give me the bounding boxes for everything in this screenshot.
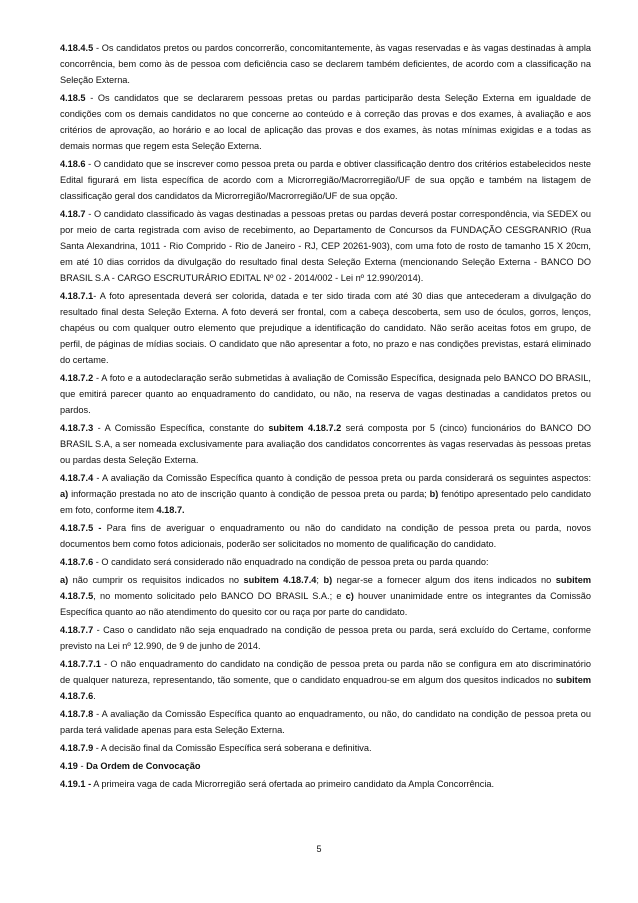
subitem-reference: subitem 4.18.7.6 (60, 675, 591, 701)
paragraph-4-19-1 (60, 776, 591, 792)
subitem-reference: subitem 4.18.7.4 (243, 575, 317, 585)
paragraph-text: - O candidato será considerado não enquadrado na condição de pessoa preta ou parda quando: (93, 557, 489, 567)
paragraph-4-18-7-3 (60, 420, 591, 468)
paragraph-4-18-7-4 (60, 470, 591, 518)
paragraph-text: ; (316, 575, 324, 585)
section-number: 4.18.7 (60, 209, 86, 219)
section-number: 4.18.7.6 (60, 557, 94, 567)
paragraph-text: negar-se a fornecer algum dos itens indicados no (332, 575, 556, 585)
paragraph-4-18-6 (60, 156, 591, 204)
paragraph-text: - (77, 761, 87, 771)
paragraph-conditions-list (60, 572, 591, 620)
paragraph-text: A primeira vaga de cada Microrregião será ofertada ao primeiro candidato da Ampla Concorrência. (91, 779, 495, 789)
item-letter-b: b) (323, 575, 333, 585)
paragraph-text: - A decisão final da Comissão Específica será soberana e definitiva. (93, 743, 372, 753)
paragraph-4-18-7-8 (60, 706, 591, 738)
subitem-reference: subitem 4.18.7.5 (60, 575, 591, 601)
paragraph-text: - A avaliação da Comissão Específica quanto ao enquadramento, ou não, do candidato na condição de pessoa preta ou parda terá validade apenas para esta Seleção Externa. (60, 709, 591, 735)
item-letter-c: c) (345, 591, 354, 601)
item-letter-b: b) (429, 489, 439, 499)
section-number: 4.18.7.5 - (60, 523, 102, 533)
paragraph-4-18-7-7 (60, 622, 591, 654)
paragraph-4-18-7 (60, 206, 591, 286)
paragraph-text: não cumprir os requisitos indicados no (68, 575, 244, 585)
section-number: 4.18.7.9 (60, 743, 94, 753)
paragraph-text: - O não enquadramento do candidato na condição de pessoa preta ou parda não se configura em ato discriminatório de qualquer natureza, representando, tão somente, que o candidato enquadrou-se em algum dos quesitos indicados no (60, 659, 591, 685)
section-number: 4.19 (60, 761, 78, 771)
page-number: 5 (316, 844, 322, 854)
section-number: 4.18.7.7 (60, 625, 94, 635)
paragraph-4-18-7-5 (60, 520, 591, 552)
paragraph-4-18-7-9 (60, 740, 591, 756)
section-heading-4-19 (60, 758, 591, 774)
paragraph-text: - O candidato que se inscrever como pessoa preta ou parda e obtiver classificação dentro dos critérios estabelecidos neste Edital figurará em lista específica de acordo com a Microrregião/Macrorregião/UF de sua opção e também na listagem de classificação geral dos candidatos da Microrregião/Macrorregião/UF de sua opção. (60, 159, 591, 201)
paragraph-4-18-7-6 (60, 554, 591, 570)
section-number: 4.19.1 - (60, 779, 92, 789)
item-letter-a: a) (60, 575, 69, 585)
paragraph-text: será composta por 5 (cinco) funcionários do BANCO DO BRASIL S.A, a ser nomeada exclusivamente para avaliação dos candidatos concorrentes às vagas reservadas às pessoas pretas ou pardas desta Seleção Externa. (60, 423, 591, 465)
section-number: 4.18.6 (60, 159, 86, 169)
section-number: 4.18.7.1 (60, 291, 94, 301)
item-letter-a: a) (60, 489, 69, 499)
paragraph-text: houver unanimidade entre os integrantes da Comissão Específica quanto ao não atendimento do quesito cor ou raça por parte do candidato. (60, 591, 591, 617)
paragraph-4-18-7-1 (60, 288, 591, 368)
paragraph-text: - A Comissão Específica, constante do (93, 423, 269, 433)
section-number: 4.18.5 (60, 93, 86, 103)
section-number: 4.18.7.4 (60, 473, 94, 483)
paragraph-text: Para fins de averiguar o enquadramento ou não do candidato na condição de pessoa preta ou parda, novos documentos bem como fotos adicionais, poderão ser solicitados no momento de qualificação do candidato. (60, 523, 591, 549)
paragraph-text: informação prestada no ato de inscrição quanto à condição de pessoa preta ou parda; (68, 489, 430, 499)
document-body (60, 40, 591, 794)
paragraph-4-18-7-7-1 (60, 656, 591, 704)
paragraph-text: - A avaliação da Comissão Específica quanto à condição de pessoa preta ou parda considerará os seguintes aspectos: (93, 473, 591, 483)
paragraph-text: - Os candidatos que se declararem pessoas pretas ou pardas participarão desta Seleção Externa em igualdade de condições com os demais candidatos no que concerne ao conteúdo e à correção das provas e dos exames, à avaliação e aos critérios de aprovação, ao horário e ao local de aplicação das provas e dos exames, às notas mínimas exigidas e a todas as demais normas que regem esta Seleção Externa. (60, 93, 591, 151)
section-number: 4.18.7.7.1 (60, 659, 101, 669)
paragraph-text: - O candidato classificado às vagas destinadas a pessoas pretas ou pardas deverá postar correspondência, via SEDEX ou por meio de carta registrada com aviso de recebimento, ao Departamento de Concursos da FUNDAÇÃO CESGRANRIO (Rua Santa Alexandrina, 1011 - Rio Comprido - Rio de Janeiro - RJ, CEP 20261-903), com uma foto de rosto de tamanho 15 X 20cm, em até 10 dias corridos da divulgação do resultado final desta Seleção Externa (mencionando Seleção Externa - BANCO DO BRASIL S.A - CARGO ESCRUTURÁRIO EDITAL Nº 02 - 2014/002 - Lei nº 12.990/2014). (60, 209, 591, 283)
paragraph-text: - A foto apresentada deverá ser colorida, datada e ter sido tirada com até 30 dias que antecederam a divulgação do resultado final desta Seleção Externa. A foto deverá ser frontal, com a cabeça descoberta, sem uso de óculos, gorros, lenços, chapéus ou com qualquer outro elemento que prejudique a identificação do candidato. Não serão aceitas fotos em grupo, de perfil, de páginas de mídias sociais. O candidato que não apresentar a foto, no prazo e nas condições previstas, estará eliminado do certame. (60, 291, 591, 365)
section-number: 4.18.7.2 (60, 373, 94, 383)
section-number: 4.18.7.3 (60, 423, 94, 433)
paragraph-4-18-5 (60, 90, 591, 154)
item-reference: 4.18.7. (156, 505, 185, 515)
subitem-reference: subitem 4.18.7.2 (268, 423, 342, 433)
paragraph-text: - A foto e a autodeclaração serão submetidas à avaliação de Comissão Específica, designada pelo BANCO DO BRASIL, que emitirá parecer quanto ao enquadramento do candidato, ou não, na reserva de vagas destinadas a candidatos pretos ou pardos. (60, 373, 591, 415)
paragraph-text: , no momento solicitado pelo BANCO DO BRASIL S.A.; e (93, 591, 346, 601)
paragraph-text: . (93, 691, 96, 701)
section-title: Da Ordem de Convocação (86, 761, 201, 771)
paragraph-text: - Os candidatos pretos ou pardos concorrerão, concomitantemente, às vagas reservadas e às vagas destinadas à ampla concorrência, bem como às de pessoa com deficiência caso se declarem também deficientes, de acordo com a classificação na Seleção Externa. (60, 43, 591, 85)
paragraph-text: - Caso o candidato não seja enquadrado na condição de pessoa preta ou parda, será excluído do Certame, conforme previsto na Lei nº 12.990, de 9 de junho de 2014. (60, 625, 591, 651)
paragraph-4-18-4-5 (60, 40, 591, 88)
section-number: 4.18.4.5 (60, 43, 94, 53)
section-number: 4.18.7.8 (60, 709, 94, 719)
paragraph-text: fenótipo apresentado pelo candidato em foto, conforme item (60, 489, 591, 515)
paragraph-4-18-7-2 (60, 370, 591, 418)
